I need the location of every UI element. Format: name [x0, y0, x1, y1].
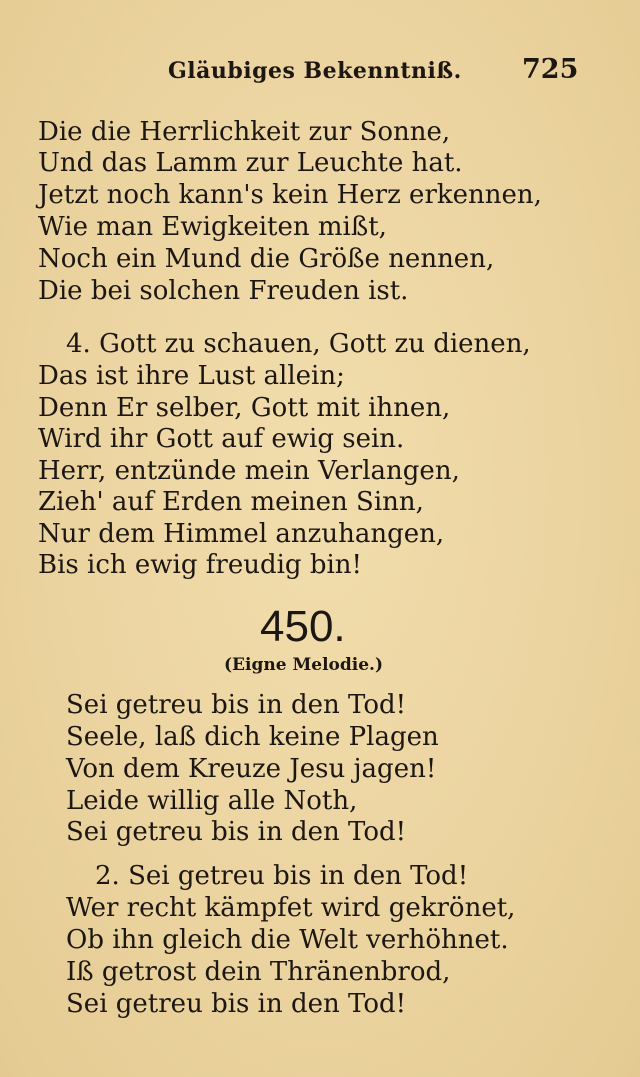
verse-line: Sei getreu bis in den Tod! — [66, 690, 407, 720]
verse-line: Sei getreu bis in den Tod! — [66, 989, 407, 1019]
verse-line: Und das Lamm zur Leuchte hat. — [38, 148, 463, 178]
running-header-title: Gläubiges Bekenntniß. — [168, 58, 462, 84]
verse-line: Iß getrost dein Thränenbrod, — [66, 957, 451, 987]
hymn-number: 450. — [260, 602, 346, 651]
verse-line: Wer recht kämpfet wird gekrönet, — [66, 893, 516, 923]
verse-line: Die die Herrlichkeit zur Sonne, — [38, 117, 451, 147]
page-number: 725 — [522, 54, 579, 85]
verse-line: Leide willig alle Noth, — [66, 786, 358, 816]
verse-line: Sei getreu bis in den Tod! — [66, 817, 407, 847]
verse-line: Wird ihr Gott auf ewig sein. — [38, 424, 405, 454]
verse-line: Seele, laß dich keine Plagen — [66, 722, 439, 752]
verse-line: Herr, entzünde mein Verlangen, — [38, 456, 460, 486]
verse-line: Noch ein Mund die Größe nennen, — [38, 244, 495, 274]
verse-line: Zieh' auf Erden meinen Sinn, — [38, 487, 424, 517]
verse-line: Nur dem Himmel anzuhangen, — [38, 519, 445, 549]
verse-line: Bis ich ewig freudig bin! — [38, 550, 362, 580]
verse-line: Die bei solchen Freuden ist. — [38, 276, 409, 306]
stanza-first-line: 2. Sei getreu bis in den Tod! — [95, 861, 469, 891]
verse-line: Jetzt noch kann's kein Herz erkennen, — [38, 180, 542, 210]
verse-line: Das ist ihre Lust allein; — [38, 361, 345, 391]
stanza-first-line: 4. Gott zu schauen, Gott zu dienen, — [66, 329, 531, 359]
verse-line: Wie man Ewigkeiten mißt, — [38, 212, 387, 242]
verse-line: Denn Er selber, Gott mit ihnen, — [38, 393, 451, 423]
verse-line: Ob ihn gleich die Welt verhöhnet. — [66, 925, 509, 955]
melody-note: (Eigne Melodie.) — [224, 655, 383, 675]
verse-line: Von dem Kreuze Jesu jagen! — [66, 754, 437, 784]
